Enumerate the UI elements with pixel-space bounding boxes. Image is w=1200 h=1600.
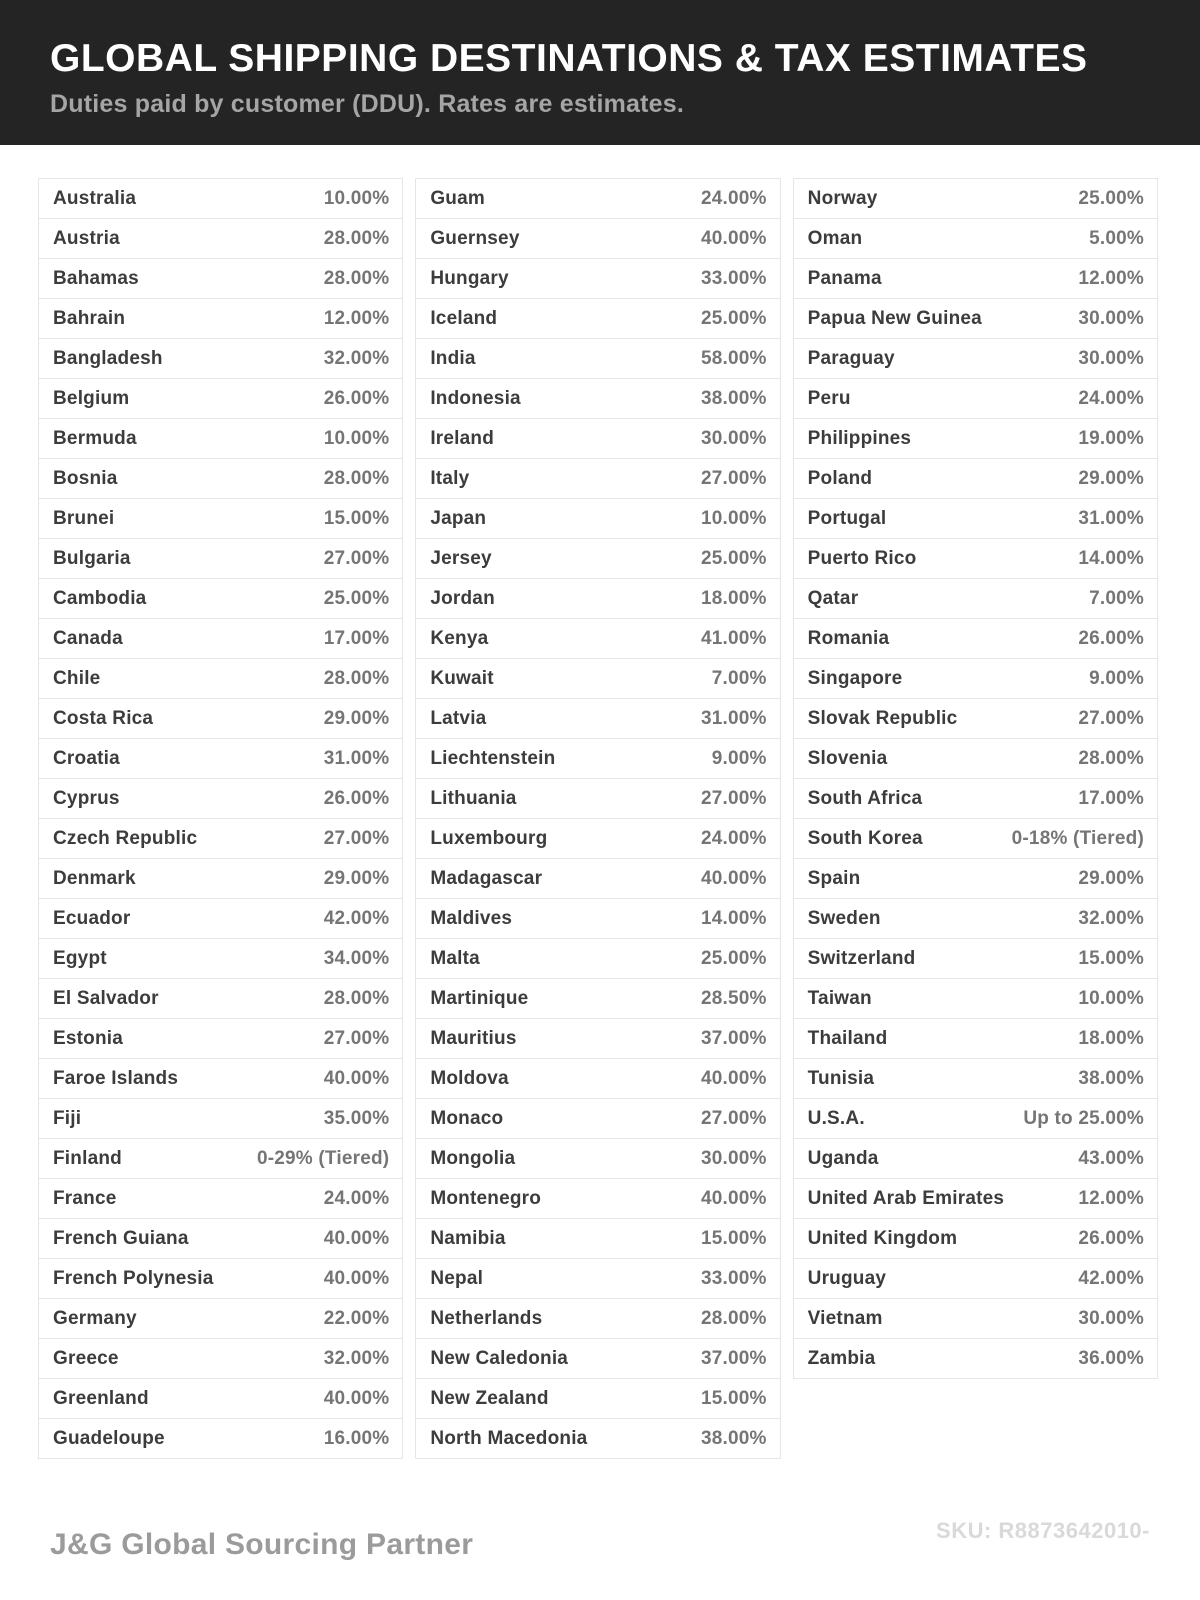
tax-rate: 40.00% [323,1067,390,1089]
table-row [416,219,779,259]
country-name: Lithuania [430,787,517,809]
table-row [794,579,1157,619]
tax-rate: 22.00% [323,1307,390,1329]
country-name: Fiji [53,1107,82,1129]
table-row [794,1139,1157,1179]
tax-rate: 58.00% [701,347,767,369]
table-row [416,1419,779,1459]
tax-rate: 24.00% [1078,387,1144,409]
tax-rate: 28.00% [323,987,390,1009]
table-row [794,1219,1157,1259]
rates-column-3 [793,178,1158,1379]
tax-rate: 31.00% [1078,507,1144,529]
tax-rate: 25.00% [701,307,767,329]
table-row [39,1339,402,1379]
tax-rate: 10.00% [1078,987,1144,1009]
country-name: Bulgaria [53,547,131,569]
table-row [39,1059,402,1099]
country-name: Greenland [53,1387,149,1409]
country-name: Norway [807,187,878,209]
tax-rate: 27.00% [1078,707,1144,729]
table-row [794,979,1157,1019]
tax-rate: 0-18% (Tiered) [1011,827,1144,849]
table-row [39,1299,402,1339]
tax-rate: 7.00% [711,667,767,689]
country-name: Faroe Islands [53,1067,179,1089]
country-name: Portugal [807,507,887,529]
country-name: Zambia [807,1347,876,1369]
table-row [416,1099,779,1139]
tax-rate: 41.00% [701,627,767,649]
tax-rate: 19.00% [1078,427,1144,449]
table-row [794,859,1157,899]
tax-rate: 30.00% [701,427,767,449]
country-name: Croatia [53,747,120,769]
country-name: Indonesia [430,387,521,409]
footer [0,1490,1200,1600]
tax-rate: 24.00% [701,827,767,849]
country-name: Japan [430,507,487,529]
table-row [416,459,779,499]
rates-column-1 [38,178,403,1459]
table-row [39,499,402,539]
tax-rate: 31.00% [323,747,390,769]
tax-rate: 27.00% [323,547,390,569]
country-name: Cyprus [53,787,120,809]
country-name: United Arab Emirates [807,1187,1005,1209]
country-name: Egypt [53,947,107,969]
tax-rate: 32.00% [323,347,390,369]
tax-rate: 26.00% [323,787,390,809]
tax-rate: 28.00% [323,267,390,289]
tax-rate: 17.00% [1078,787,1144,809]
table-row [416,939,779,979]
tax-rate: 28.50% [701,987,767,1009]
tax-rate: 18.00% [1078,1027,1144,1049]
tax-rate: 40.00% [323,1387,390,1409]
country-name: Bosnia [53,467,118,489]
country-name: Puerto Rico [807,547,917,569]
table-row [416,739,779,779]
table-row [39,819,402,859]
country-name: Namibia [430,1227,506,1249]
tax-rate: 27.00% [323,827,390,849]
table-row [39,419,402,459]
country-name: Slovenia [807,747,888,769]
country-name: Hungary [430,267,509,289]
tax-rate: 15.00% [701,1227,767,1249]
table-row [416,1019,779,1059]
country-name: France [53,1187,117,1209]
country-name: Guernsey [430,227,520,249]
country-name: Denmark [53,867,136,889]
tax-rate: 27.00% [701,1107,767,1129]
table-row [794,419,1157,459]
table-row [794,259,1157,299]
tax-rate: 14.00% [1078,547,1144,569]
tax-rate: 31.00% [701,707,767,729]
country-name: Kenya [430,627,489,649]
country-name: Kuwait [430,667,494,689]
table-row [794,1059,1157,1099]
sku-label: SKU: R8873642010- [936,1518,1150,1543]
table-row [794,1179,1157,1219]
table-row [416,979,779,1019]
country-name: Jersey [430,547,492,569]
table-row [39,1139,402,1179]
table-row [794,179,1157,219]
rates-table-area [0,145,1200,1459]
tax-rate: 12.00% [1078,267,1144,289]
table-row [794,1099,1157,1139]
tax-rate: 29.00% [323,707,390,729]
table-row [416,339,779,379]
tax-rate: 32.00% [323,1347,390,1369]
tax-rate: 29.00% [1078,467,1144,489]
tax-rate: 10.00% [701,507,767,529]
table-row [416,1059,779,1099]
table-row [794,619,1157,659]
country-name: French Guiana [53,1227,189,1249]
tax-rate: 42.00% [323,907,390,929]
country-name: Madagascar [430,867,543,889]
table-row [39,1019,402,1059]
table-row [794,1339,1157,1379]
country-name: Poland [807,467,873,489]
country-name: Vietnam [807,1307,883,1329]
tax-rate: 40.00% [701,867,767,889]
tax-rate: 10.00% [323,427,390,449]
table-row [416,1339,779,1379]
table-row [39,1419,402,1459]
country-name: Oman [807,227,863,249]
tax-rate: 40.00% [701,227,767,249]
table-row [416,1179,779,1219]
table-row [39,579,402,619]
table-row [794,379,1157,419]
country-name: Chile [53,667,101,689]
country-name: Panama [807,267,882,289]
tax-rate: 0-29% (Tiered) [256,1147,390,1169]
country-name: Estonia [53,1027,124,1049]
table-row [39,459,402,499]
rates-column-2 [415,178,780,1459]
table-row [39,619,402,659]
tax-rate: 34.00% [323,947,390,969]
tax-rate: 29.00% [323,867,390,889]
tax-rate: 25.00% [323,587,390,609]
country-name: Philippines [807,427,912,449]
table-row [39,859,402,899]
country-name: Ecuador [53,907,131,929]
country-name: Qatar [807,587,859,609]
tax-rate: 24.00% [701,187,767,209]
country-name: South Africa [807,787,923,809]
table-row [794,939,1157,979]
tax-rate: 10.00% [323,187,390,209]
tax-rate: 25.00% [1078,187,1144,209]
tax-rate: 26.00% [1078,1227,1144,1249]
tax-rate: 36.00% [1078,1347,1144,1369]
country-name: Paraguay [807,347,895,369]
country-name: Romania [807,627,890,649]
tax-rate: 38.00% [701,1427,767,1449]
brand-name: J&G Global Sourcing Partner [50,1528,474,1561]
tax-rate: 28.00% [323,227,390,249]
tax-rate: 16.00% [323,1427,390,1449]
country-name: Nepal [430,1267,484,1289]
country-name: India [430,347,476,369]
country-name: Bahamas [53,267,139,289]
country-name: Guadeloupe [53,1427,165,1449]
country-name: Luxembourg [430,827,548,849]
country-name: Malta [430,947,480,969]
tax-rate: 27.00% [701,467,767,489]
country-name: Canada [53,627,123,649]
table-row [416,899,779,939]
country-name: Tunisia [807,1067,875,1089]
table-row [39,379,402,419]
country-name: New Zealand [430,1387,549,1409]
tax-rate: 27.00% [323,1027,390,1049]
country-name: New Caledonia [430,1347,569,1369]
table-row [794,299,1157,339]
tax-rate: 30.00% [1078,1307,1144,1329]
tax-rate: 38.00% [1078,1067,1144,1089]
page-title: GLOBAL SHIPPING DESTINATIONS & TAX ESTIMATES [50,37,1088,80]
country-name: Spain [807,867,861,889]
table-row [39,659,402,699]
table-row [39,179,402,219]
tax-rate: 40.00% [323,1267,390,1289]
country-name: Latvia [430,707,487,729]
table-row [416,259,779,299]
tax-rate: Up to 25.00% [1023,1107,1144,1129]
country-name: Slovak Republic [807,707,958,729]
table-row [416,1219,779,1259]
country-name: Germany [53,1307,137,1329]
table-row [39,979,402,1019]
country-name: Thailand [807,1027,888,1049]
country-name: Papua New Guinea [807,307,982,329]
country-name: Monaco [430,1107,504,1129]
country-name: Cambodia [53,587,147,609]
table-row [794,459,1157,499]
tax-rate: 28.00% [701,1307,767,1329]
table-row [39,899,402,939]
table-row [39,699,402,739]
table-row [39,1259,402,1299]
country-name: Netherlands [430,1307,543,1329]
tax-rate: 33.00% [701,1267,767,1289]
page-subtitle: Duties paid by customer (DDU). Rates are estimates. [50,89,685,118]
table-row [39,299,402,339]
country-name: South Korea [807,827,923,849]
tax-rate: 25.00% [701,547,767,569]
country-name: North Macedonia [430,1427,588,1449]
country-name: Bermuda [53,427,137,449]
table-row [39,779,402,819]
table-row [794,659,1157,699]
country-name: French Polynesia [53,1267,214,1289]
tax-rate: 5.00% [1089,227,1144,249]
table-row [416,579,779,619]
tax-rate: 26.00% [1078,627,1144,649]
country-name: Taiwan [807,987,872,1009]
tax-rate: 15.00% [701,1387,767,1409]
table-row [794,819,1157,859]
tax-rate: 37.00% [701,1027,767,1049]
tax-rate: 40.00% [323,1227,390,1249]
table-row [39,939,402,979]
tax-rate: 35.00% [323,1107,390,1129]
table-row [39,1099,402,1139]
tax-rate: 12.00% [1078,1187,1144,1209]
country-name: U.S.A. [807,1107,865,1129]
tax-rate: 30.00% [1078,347,1144,369]
header-banner [0,0,1200,145]
country-name: Greece [53,1347,119,1369]
country-name: Montenegro [430,1187,542,1209]
tax-rate: 28.00% [323,467,390,489]
country-name: Ireland [430,427,495,449]
table-row [416,179,779,219]
table-row [416,539,779,579]
tax-rate: 12.00% [323,307,390,329]
tax-rate: 30.00% [701,1147,767,1169]
table-row [416,779,779,819]
table-row [794,779,1157,819]
table-row [416,1299,779,1339]
table-row [39,539,402,579]
country-name: Iceland [430,307,498,329]
table-row [794,1259,1157,1299]
country-name: Belgium [53,387,130,409]
table-row [416,379,779,419]
country-name: Costa Rica [53,707,154,729]
table-row [416,299,779,339]
tax-rate: 14.00% [701,907,767,929]
tax-rate: 29.00% [1078,867,1144,889]
table-row [39,259,402,299]
country-name: Bangladesh [53,347,163,369]
tax-rate: 38.00% [701,387,767,409]
table-row [794,1019,1157,1059]
tax-rate: 33.00% [701,267,767,289]
table-row [39,739,402,779]
table-row [794,699,1157,739]
tax-rate: 15.00% [323,507,390,529]
country-name: Bahrain [53,307,126,329]
table-row [416,619,779,659]
tax-rate: 18.00% [701,587,767,609]
country-name: Jordan [430,587,495,609]
table-row [794,499,1157,539]
tax-rate: 40.00% [701,1187,767,1209]
tax-rate: 32.00% [1078,907,1144,929]
country-name: Australia [53,187,137,209]
tax-rate: 15.00% [1078,947,1144,969]
tax-rate: 30.00% [1078,307,1144,329]
tax-rate: 27.00% [701,787,767,809]
table-row [39,1179,402,1219]
country-name: Italy [430,467,470,489]
tax-rate: 9.00% [711,747,767,769]
table-row [416,1259,779,1299]
country-name: Moldova [430,1067,509,1089]
country-name: Mongolia [430,1147,516,1169]
country-name: Uganda [807,1147,879,1169]
country-name: Guam [430,187,485,209]
tax-rate: 26.00% [323,387,390,409]
tax-rate: 37.00% [701,1347,767,1369]
country-name: Maldives [430,907,513,929]
country-name: Brunei [53,507,115,529]
country-name: Liechtenstein [430,747,556,769]
tax-rate: 28.00% [323,667,390,689]
table-row [39,219,402,259]
table-row [39,1219,402,1259]
table-row [416,499,779,539]
table-row [794,739,1157,779]
country-name: Austria [53,227,120,249]
country-name: Czech Republic [53,827,198,849]
country-name: Singapore [807,667,903,689]
country-name: Mauritius [430,1027,517,1049]
country-name: Switzerland [807,947,916,969]
tax-rate: 24.00% [323,1187,390,1209]
table-row [794,1299,1157,1339]
table-row [794,899,1157,939]
tax-rate: 17.00% [323,627,390,649]
country-name: Martinique [430,987,529,1009]
table-row [794,219,1157,259]
table-row [416,699,779,739]
table-row [416,659,779,699]
table-row [416,859,779,899]
table-row [416,419,779,459]
country-name: Peru [807,387,851,409]
table-row [39,339,402,379]
tax-rate: 9.00% [1089,667,1144,689]
table-row [416,1139,779,1179]
table-row [794,339,1157,379]
tax-rate: 28.00% [1078,747,1144,769]
table-row [794,539,1157,579]
table-row [416,819,779,859]
tax-rate: 25.00% [701,947,767,969]
tax-rate: 42.00% [1078,1267,1144,1289]
table-row [39,1379,402,1419]
tax-rate: 40.00% [701,1067,767,1089]
country-name: Sweden [807,907,881,929]
tax-rate: 7.00% [1089,587,1144,609]
country-name: Finland [53,1147,122,1169]
country-name: El Salvador [53,987,159,1009]
country-name: Uruguay [807,1267,887,1289]
country-name: United Kingdom [807,1227,958,1249]
tax-rate: 43.00% [1078,1147,1144,1169]
table-row [416,1379,779,1419]
